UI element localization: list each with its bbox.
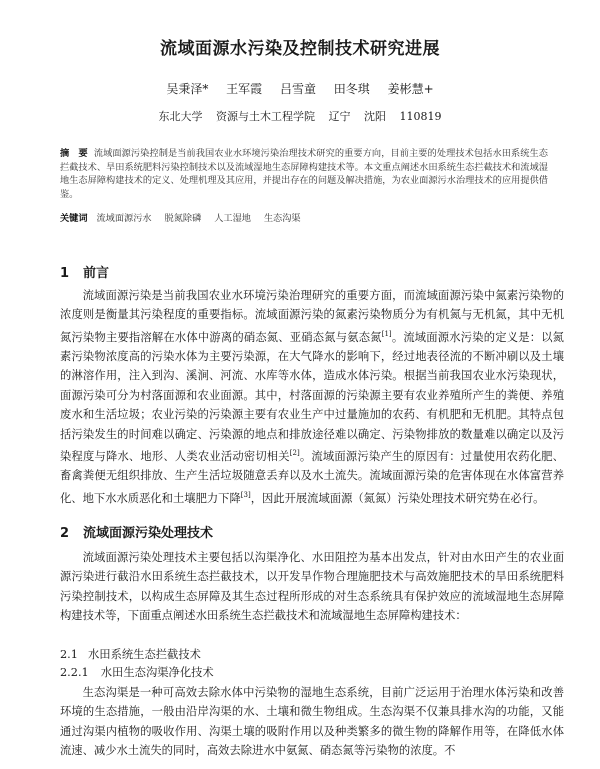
keyword: 生态沟渠 <box>263 213 301 224</box>
paper-title: 流域面源水污染及控制技术研究进展 <box>160 39 440 59</box>
affiliation: 东北大学 资源与土木工程学院 辽宁 沈阳 110819 <box>158 110 442 123</box>
paragraph-ecological-ditch: 生态沟渠是一种可高效去除水体中污染物的湿地生态系统，目前广泛运用于治理水体污染和改善环境的生态措施，一般由沿岸沟渠的水、土壤和微生物组成。生态沟渠不仅兼具排水沟的功能，又能通过沟渠内植物的吸收作用、沟渠土壤的吸附作用以及种类繁多的微生物的降解作用等，在降低水体流速、减少水土流失的同时，高效去除进水中氨氮、硝态氮等污染物的浓度。不 <box>60 686 564 758</box>
section-heading-1 <box>60 262 109 281</box>
section-title: 前言 <box>83 266 110 281</box>
section-1-paragraph <box>60 286 564 508</box>
keyword: 流域面源污水 <box>96 213 152 224</box>
citation: [1] <box>381 329 392 338</box>
subsection-number: 2.2.1 <box>60 666 89 679</box>
section-2-paragraph: 流域面源污染处理技术主要包括以沟渠净化、水田阻控为基本出发点，针对由水田产生的农业面源污染进行截沿水田系统生态拦截技术，以开发旱作物合理施肥技术与高效施肥技术的旱田系统肥料污染控制技术，以构成生态屏障及其生态过程所形成的对生态系统具有保护效应的流域湿地生态屏障构建技术等，下面重点阐述水田系统生态拦截技术和流域湿地生态屏障构建技术： <box>60 551 564 623</box>
keyword: 人工湿地 <box>214 213 251 224</box>
section-heading-2 <box>60 522 213 541</box>
abstract-text: 流域面源污染控制是当前我国农业水环境污染治理技术研究的重要方向，目前主要的处理技术包括水田系统生态拦截技术、旱田系统肥料污染控制技术以及流域湿地生态屏障构建技术等。本文重点阐述水田系统生态拦截技术和流域湿地生态屏障构建技术的定义、处理机理及其应用，并提出存在的问题及解决措施，为农业面源污水治理技术的应用提供借鉴。 <box>60 148 548 200</box>
citation: [3] <box>240 490 251 499</box>
subsection-title: 水田系统生态拦截技术 <box>87 648 201 661</box>
subsection-heading-2-2-1 <box>60 664 214 680</box>
abstract <box>60 147 548 201</box>
paragraph-text: 。流域面源污染产生的原因有：过量使用农药化肥、畜禽粪便无组织排放、生产生活垃圾随意丢弃以及水土流失。流域面源污染的危害体现在水体富营养化、地下水水质恶化和土壤肥力下降 <box>60 449 564 505</box>
paragraph-text: 流域面源污染是当前我国农业水环境污染治理研究的重要方面，而流域面源污染中氮素污染物的浓度则是衡量其污染程度的重要指标。流域面源污染的氮素污染物质分为有机氮与无机氮，其中无机氮污染物主要指溶解在水体中游离的硝态氮、亚硝态氮与氨态氮 <box>60 289 564 344</box>
author-list: 吴秉泽* 王军霞 吕雪童 田冬琪 姜彬慧+ <box>166 82 434 96</box>
keywords <box>60 210 548 224</box>
section-number: 1 <box>60 266 70 281</box>
section-title: 流域面源污染处理技术 <box>83 526 214 541</box>
subsection-heading-2-1 <box>60 646 201 662</box>
section-number: 2 <box>60 526 70 541</box>
subsection-number: 2.1 <box>60 648 78 661</box>
citation: [2] <box>289 449 300 458</box>
subsection-title: 水田生态沟渠净化技术 <box>100 666 214 679</box>
keywords-label: 关键词 <box>60 213 88 224</box>
paragraph-text: ，因此开展流域面源（氮氮）污染处理技术研究势在必行。 <box>250 491 545 505</box>
paragraph-text: 。流域面源水污染的定义是：以氮素污染物浓度高的污染水体为主要污染源，在大气降水的影响下，经过地表径流的不断冲刷以及土壤的淋溶作用，注入到沟、溪涧、河流、水库等水体，造成水体污染。根据当前我国农业水污染现状，面源污染可分为村落面源和农业面源。其中，村落面源的污染源主要有农业养殖所产生的粪便、养殖废水和生活垃圾；农业污染的污染源主要有农业生产中过量施加的农药、有机肥和无机肥。其特点包括污染发生的时间难以确定、污染源的地点和排放途径难以确定、污染物排放的数量难以确定以及污染程度与降水、地形、人类农业活动密切相关 <box>60 330 564 463</box>
keyword: 脱氮除磷 <box>164 213 202 224</box>
abstract-label: 摘 要 <box>60 148 88 159</box>
